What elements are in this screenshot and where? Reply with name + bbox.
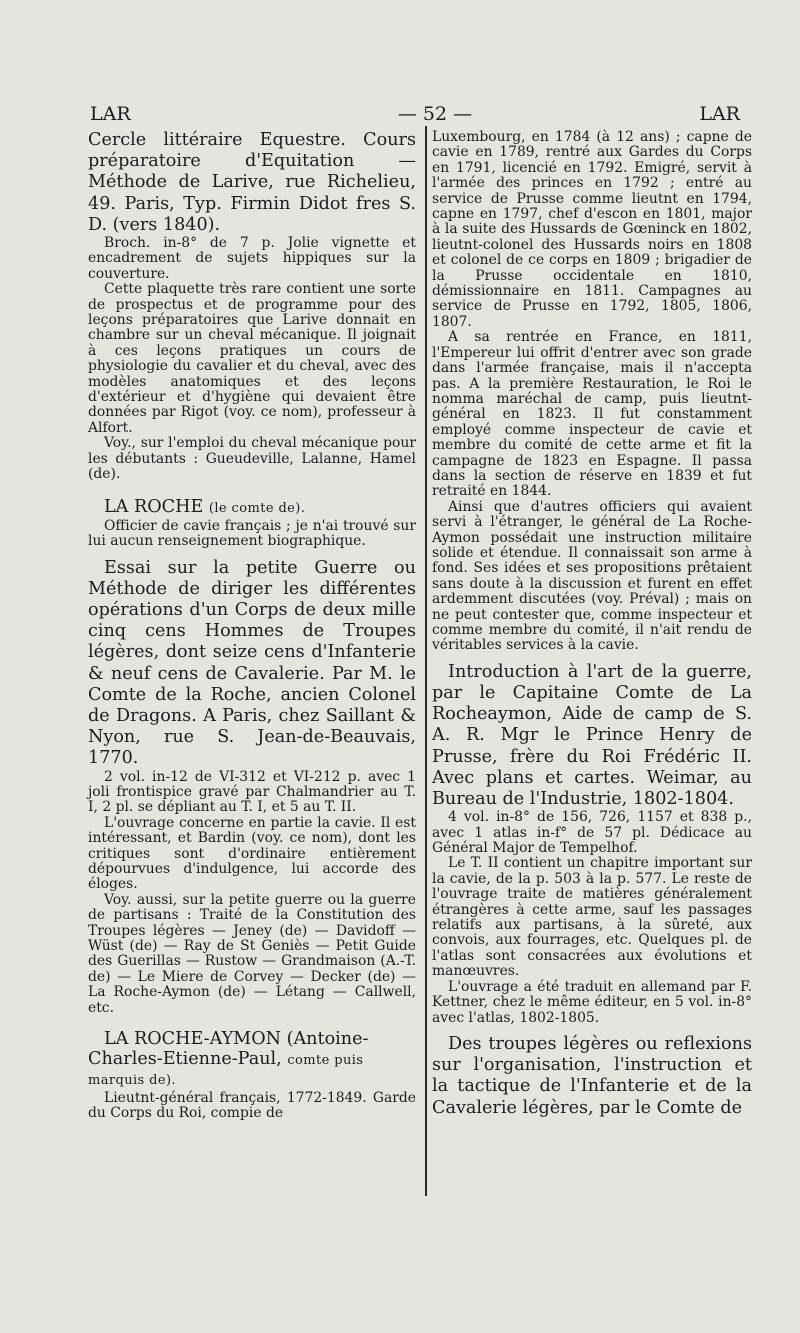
author-qualifier: comte puis marquis de). — [88, 1052, 364, 1089]
author-name: LA ROCHE-AYMON (Antoine-Charles-Etienne-Paul, — [88, 1029, 369, 1069]
work-see-also: Voy. aussi, sur la petite guerre ou la guerre de partisans : Traité de la Constitution des Troupes légères — Jeney (de) — Davidoff — Wüst (de) — Ray de St Geniès — Petit Guide des Guerillas — Rustow — Grandmaison (A.-T. de) — Le Miere de Corvey — Decker (de) — La Roche-Aymon (de) — Létang — Callwell, etc. — [88, 891, 416, 1016]
work-note: Le T. II contient un chapitre important sur la cavie, de la p. 503 à la p. 577. Le reste de l'ouvrage traite de matières généralement étrangères à cette arme, sauf les passages relatifs aux partisans, à la sûreté, aux convois, aux fourrages, etc. Quelques pl. de l'atlas sont consacrées aux évolutions et manœuvres. — [432, 855, 752, 980]
page-number: — 52 — — [397, 103, 473, 125]
entry-title: Cercle littéraire Equestre. Cours préparatoire d'Equitation — Méthode de Larive, rue Richelieu, 49. Paris, Typ. Firmin Didot fres S. D. (vers 1840). — [88, 130, 416, 235]
work-description: 2 vol. in-12 de VI-312 et VI-212 p. avec 1 joli frontispice gravé par Chalmandrier au T. I, 2 pl. se dépliant au T. I, et 5 au T. II. — [88, 768, 416, 816]
work-note: L'ouvrage concerne en partie la cavie. Il est intéressant, et Bardin (voy. ce nom), dont les critiques sont d'ordinaire entièrement dépourvues d'indulgence, lui accorde des éloges. — [88, 814, 416, 893]
work-title: Essai sur la petite Guerre ou Méthode de diriger les différentes opérations d'un Corps de deux mille cinq cens Hommes de Troupes légères, dont seize cens d'Infanterie & neuf cens de Cavalerie. Par M. le Comte de la Roche, ancien Colonel de Dragons. A Paris, chez Saillant & Nyon, rue S. Jean-de-Beauvais, 1770. — [88, 557, 416, 769]
author-bio: Lieutnt-général français, 1772-1849. Garde du Corps du Roi, compie de — [88, 1089, 416, 1121]
work-translation: L'ouvrage a été traduit en allemand par F. Kettner, chez le même éditeur, en 5 vol. in-8° avec l'atlas, 1802-1805. — [432, 978, 752, 1026]
author-bio-assessment: Ainsi que d'autres officiers qui avaient servi à l'étranger, le général de La Roche-Aymon possédait une instruction militaire solide et étendue. Il connaissait son arme à fond. Ses idées et ses propositions prêtaient sans doute à la discussion et furent en effet ardemment discutées (voy. Préval) ; mais on ne peut contester que, comme inspecteur et comme membre du comité, il n'ait rendu de véritables services à la cavie. — [432, 498, 752, 654]
right-column — [432, 130, 752, 1119]
work-title: Des troupes légères ou reflexions sur l'organisation, l'instruction et la tactique de l'Infanterie et de la Cavalerie légères, par le Comte de — [432, 1033, 752, 1118]
entry-note: Cette plaquette très rare contient une sorte de prospectus et de programme pour des leçons préparatoires que Larive donnait en chambre sur un cheval mécanique. Il joignait à ces leçons pratiques un cours de physiologie du cavalier et du cheval, avec des modèles anatomiques et des leçons d'extérieur et d'hygiène qui devaient être données par Rigot (voy. ce nom), professeur à Alfort. — [88, 281, 416, 436]
header-left: LAR — [90, 103, 131, 125]
author-qualifier: (le comte de). — [208, 500, 306, 516]
author-heading — [88, 497, 416, 519]
work-title: Introduction à l'art de la guerre, par le Capitaine Comte de La Rocheaymon, Aide de camp de S. A. R. Mgr le Prince Henry de Prusse, frère du Roi Frédéric II. Avec plans et cartes. Weimar, au Bureau de l'Industrie, 1802-1804. — [432, 661, 752, 810]
entry-see-also: Voy., sur l'emploi du cheval mécanique pour les débutants : Gueudeville, Lalanne, Hamel (de). — [88, 435, 416, 483]
column-divider — [425, 126, 427, 1196]
header-right: LAR — [699, 103, 740, 125]
author-name: LA ROCHE — [104, 496, 204, 517]
author-bio-return: A sa rentrée en France, en 1811, l'Empereur lui offrit d'entrer avec son grade dans l'armée française, mais il n'accepta pas. A la première Restauration, le Roi le nomma maréchal de camp, puis lieutnt-général en 1823. Il fut constamment employé comme inspecteur de cavie et membre du comité de cette arme et fit la campagne de 1823 en Espagne. Il passa dans la section de réserve en 1839 et fut retraité en 1844. — [432, 329, 752, 500]
left-column — [88, 130, 416, 1121]
author-heading — [88, 1030, 416, 1091]
author-bio: Officier de cavie français ; je n'ai trouvé sur lui aucun renseignement biographique. — [88, 517, 416, 550]
author-bio-continued: Luxembourg, en 1784 (à 12 ans) ; capne de cavie en 1789, rentré aux Gardes du Corps en 1791, licencié en 1792. Emigré, servit à l'armée des princes en 1792 ; entré au service de Prusse comme lieutnt en 1794, capne en 1797, chef d'escon en 1801, major à la suite des Hussards de Gœninck en 1802, lieutnt-colonel des Hussards noirs en 1808 et colonel de ce corps en 1809 ; brigadier de la Prusse occidentale en 1810, démissionnaire en 1811. Campagnes au service de Prusse en 1792, 1805, 1806, 1807. — [432, 129, 752, 330]
running-header — [90, 103, 740, 129]
work-description: 4 vol. in-8° de 156, 726, 1157 et 838 p., avec 1 atlas in-f° de 57 pl. Dédicace au Général Major de Tempelhof. — [432, 809, 752, 857]
entry-description: Broch. in-8° de 7 p. Jolie vignette et encadrement de sujets hippiques sur la couverture. — [88, 235, 416, 282]
